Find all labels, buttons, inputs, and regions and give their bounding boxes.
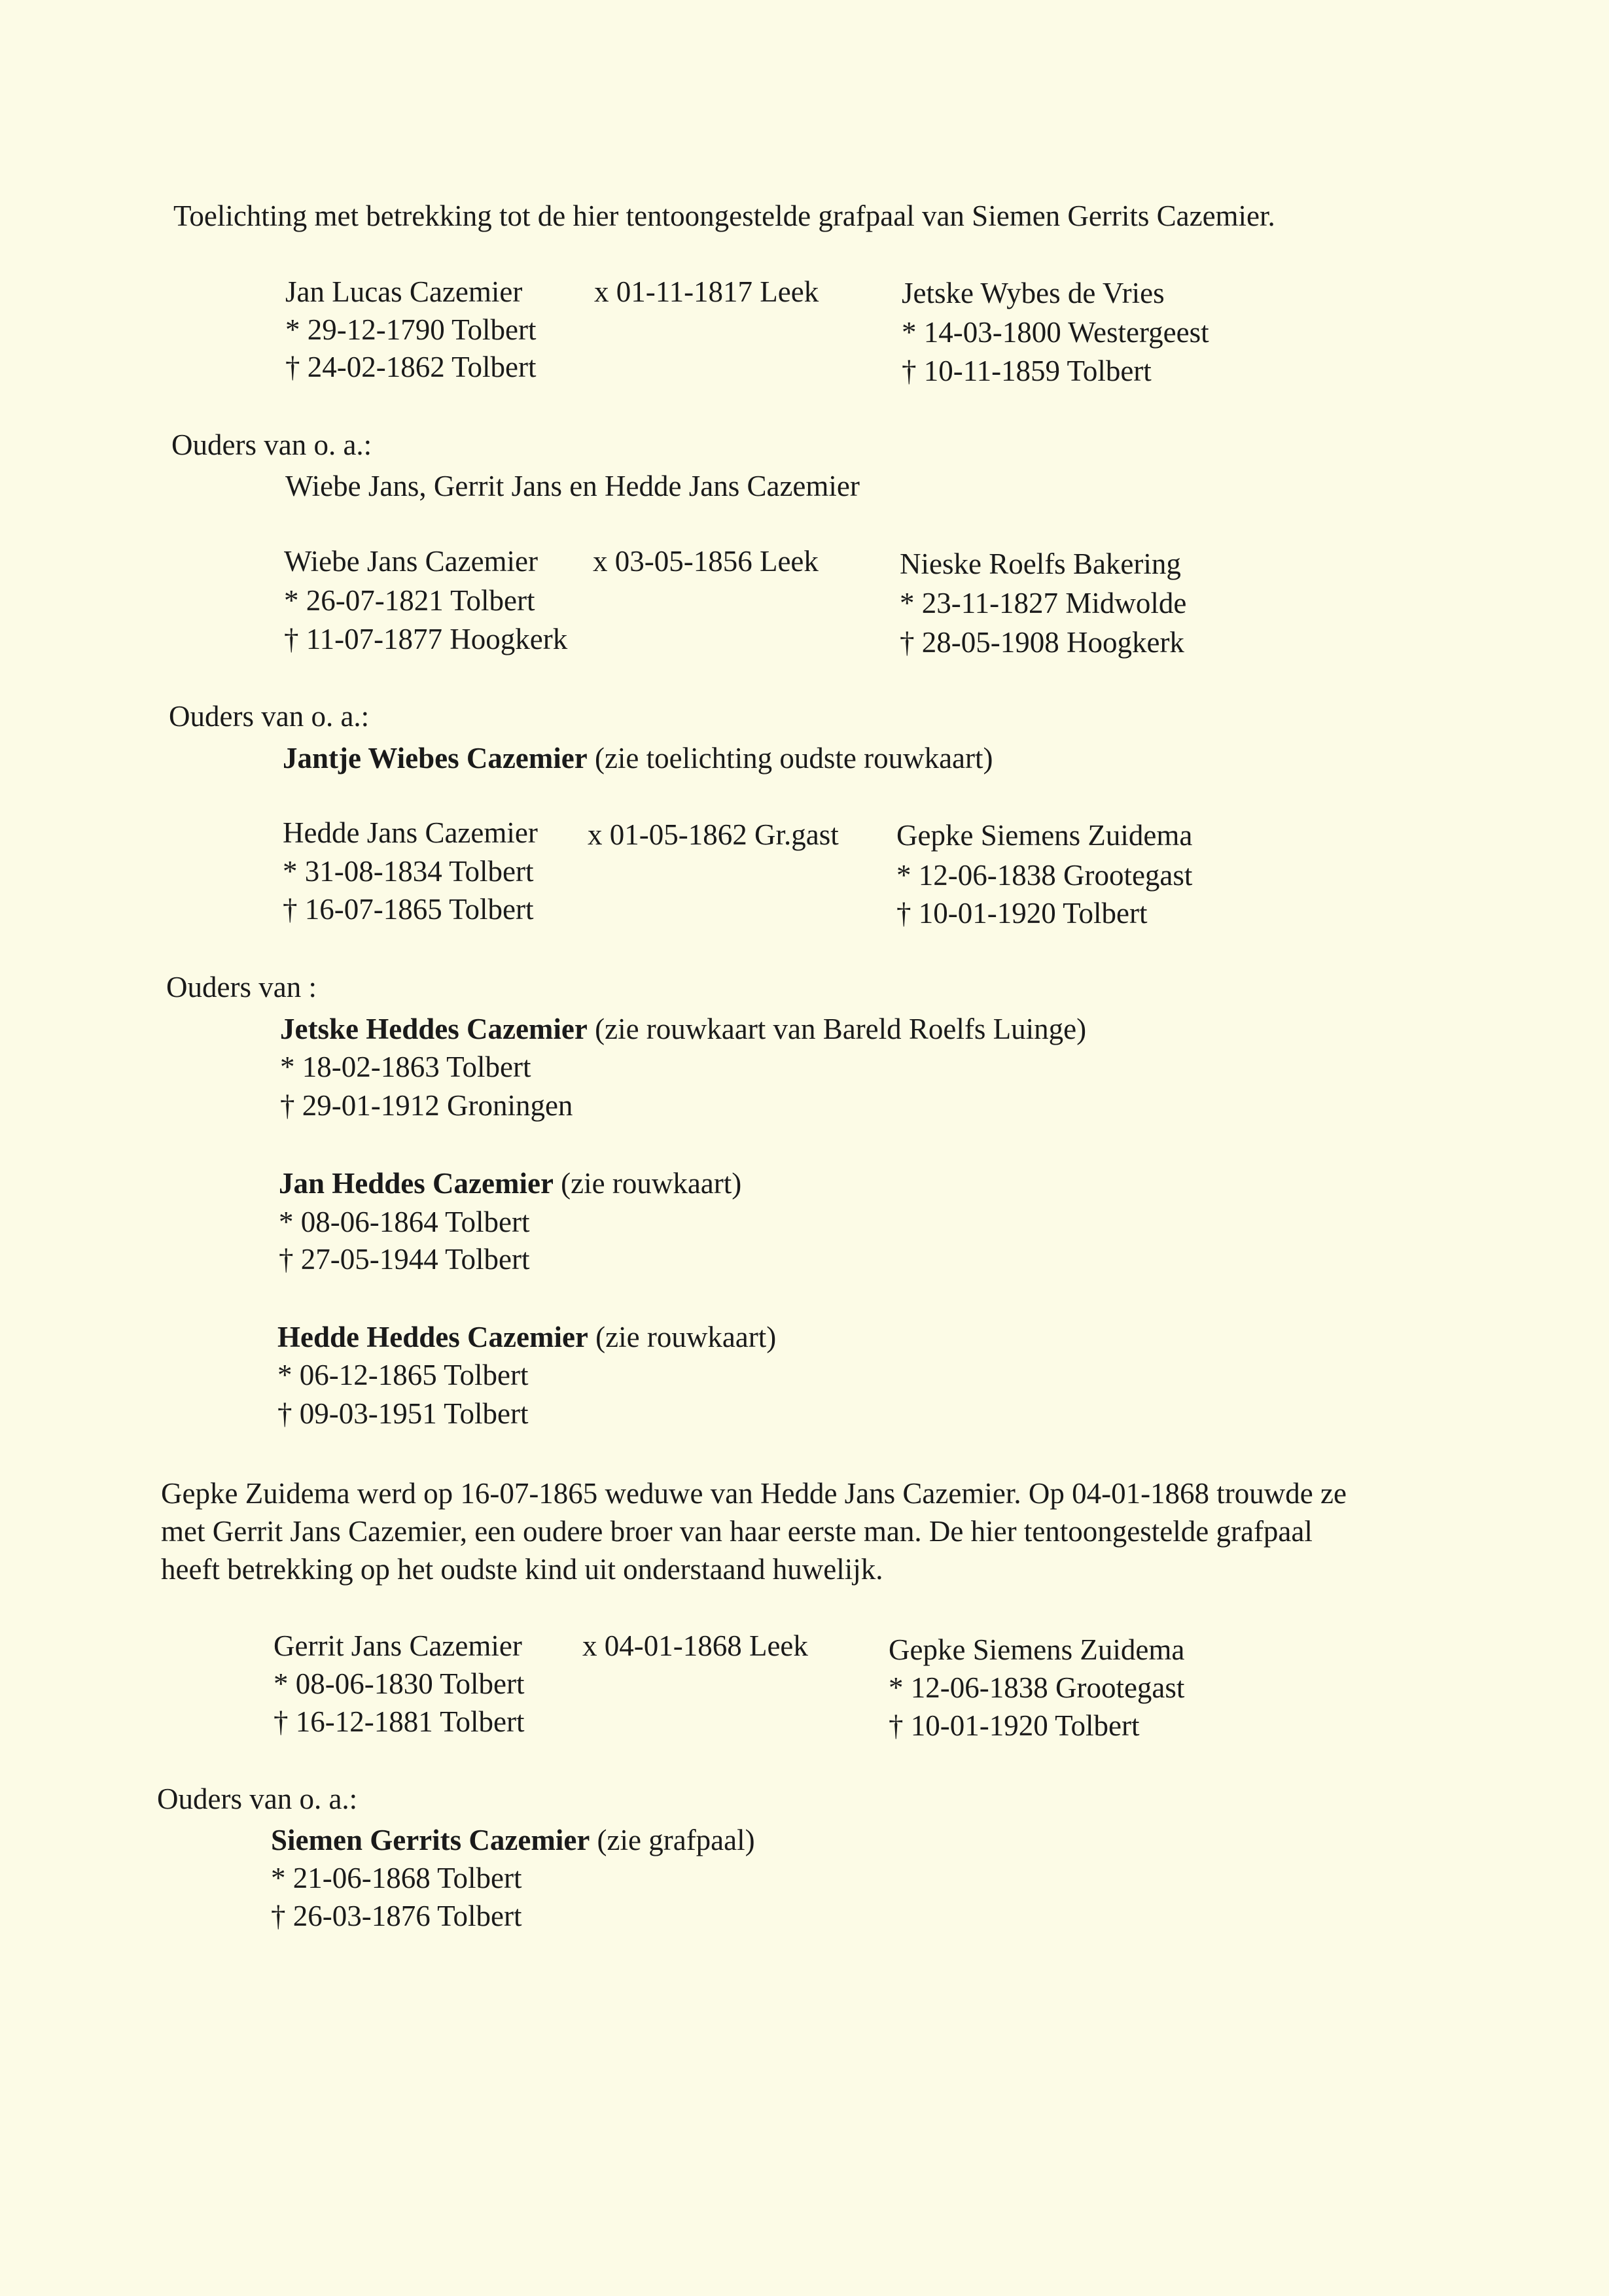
children-line: Wiebe Jans, Gerrit Jans en Hedde Jans Cazemier: [285, 470, 860, 502]
marriage-line: x 01-11-1817 Leek: [594, 275, 819, 308]
child-entry: [271, 1822, 755, 1858]
wife-died: † 28-05-1908 Hoogkerk: [900, 626, 1184, 659]
child-name: Jan Heddes Cazemier: [279, 1167, 554, 1200]
parents-label: Ouders van :: [166, 971, 317, 1003]
wife-name: Jetske Wybes de Vries: [902, 277, 1165, 309]
wife-born: * 12-06-1838 Grootegast: [889, 1671, 1185, 1704]
child-died: † 29-01-1912 Groningen: [280, 1089, 573, 1122]
intro-line: Toelichting met betrekking tot de hier tentoongestelde grafpaal van Siemen Gerrits Cazemier.: [173, 200, 1275, 232]
husband-died: † 24-02-1862 Tolbert: [285, 351, 537, 383]
husband-died: † 16-12-1881 Tolbert: [274, 1705, 525, 1738]
child-died: † 27-05-1944 Tolbert: [279, 1243, 530, 1276]
husband-name: Hedde Jans Cazemier: [283, 816, 538, 849]
wife-born: * 12-06-1838 Grootegast: [896, 859, 1193, 892]
child-name: Siemen Gerrits Cazemier: [271, 1824, 590, 1856]
husband-born: * 26-07-1821 Tolbert: [284, 584, 535, 617]
child-entry: [277, 1319, 776, 1355]
child-name: Jetske Heddes Cazemier: [280, 1013, 588, 1045]
parents-label: Ouders van o. a.:: [157, 1783, 358, 1815]
child-born: * 08-06-1864 Tolbert: [279, 1206, 530, 1238]
parents-label: Ouders van o. a.:: [169, 700, 370, 733]
wife-name: Nieske Roelfs Bakering: [900, 548, 1181, 580]
child-note: (zie rouwkaart van Bareld Roelfs Luinge): [587, 1013, 1087, 1045]
husband-died: † 11-07-1877 Hoogkerk: [284, 623, 568, 655]
child-entry: [280, 1011, 1086, 1047]
husband-died: † 16-07-1865 Tolbert: [283, 893, 534, 926]
child-born: * 18-02-1863 Tolbert: [280, 1051, 531, 1083]
explanation-paragraph: Gepke Zuidema werd op 16-07-1865 weduwe van Hedde Jans Cazemier. Op 04-01-1868 trouwde ze met Gerrit Jans Cazemier, een oudere broer van haar eerste man. De hier tentoongestelde grafpaal heeft betrekking op het oudste kind uit onderstaand huwelijk.: [161, 1477, 1347, 1586]
child-note: (zie toelichting oudste rouwkaart): [587, 742, 993, 774]
husband-born: * 29-12-1790 Tolbert: [285, 313, 537, 346]
marriage-line: x 03-05-1856 Leek: [593, 545, 819, 578]
child-entry: [279, 1165, 741, 1202]
husband-born: * 08-06-1830 Tolbert: [274, 1667, 525, 1700]
child-name: Hedde Heddes Cazemier: [277, 1321, 588, 1353]
wife-born: * 23-11-1827 Midwolde: [900, 587, 1187, 619]
wife-died: † 10-01-1920 Tolbert: [896, 897, 1148, 930]
wife-name: Gepke Siemens Zuidema: [889, 1633, 1185, 1666]
wife-born: * 14-03-1800 Westergeest: [902, 316, 1209, 349]
wife-name: Gepke Siemens Zuidema: [896, 819, 1193, 852]
wife-died: † 10-11-1859 Tolbert: [902, 355, 1152, 387]
husband-name: Gerrit Jans Cazemier: [274, 1629, 522, 1662]
wife-died: † 10-01-1920 Tolbert: [889, 1709, 1140, 1742]
child-born: * 06-12-1865 Tolbert: [277, 1359, 529, 1391]
marriage-line: x 01-05-1862 Gr.gast: [588, 818, 839, 851]
child-note: (zie grafpaal): [590, 1824, 755, 1856]
husband-born: * 31-08-1834 Tolbert: [283, 855, 534, 888]
marriage-line: x 04-01-1868 Leek: [582, 1629, 808, 1662]
child-died: † 09-03-1951 Tolbert: [277, 1397, 529, 1430]
child-name: Jantje Wiebes Cazemier: [283, 742, 588, 774]
child-born: * 21-06-1868 Tolbert: [271, 1862, 522, 1894]
husband-name: Jan Lucas Cazemier: [285, 275, 523, 308]
child-note: (zie rouwkaart): [588, 1321, 777, 1353]
husband-name: Wiebe Jans Cazemier: [284, 545, 539, 578]
parents-label: Ouders van o. a.:: [171, 428, 372, 461]
child-note: (zie rouwkaart): [553, 1167, 742, 1200]
child-entry: [283, 740, 993, 776]
child-died: † 26-03-1876 Tolbert: [271, 1900, 522, 1932]
